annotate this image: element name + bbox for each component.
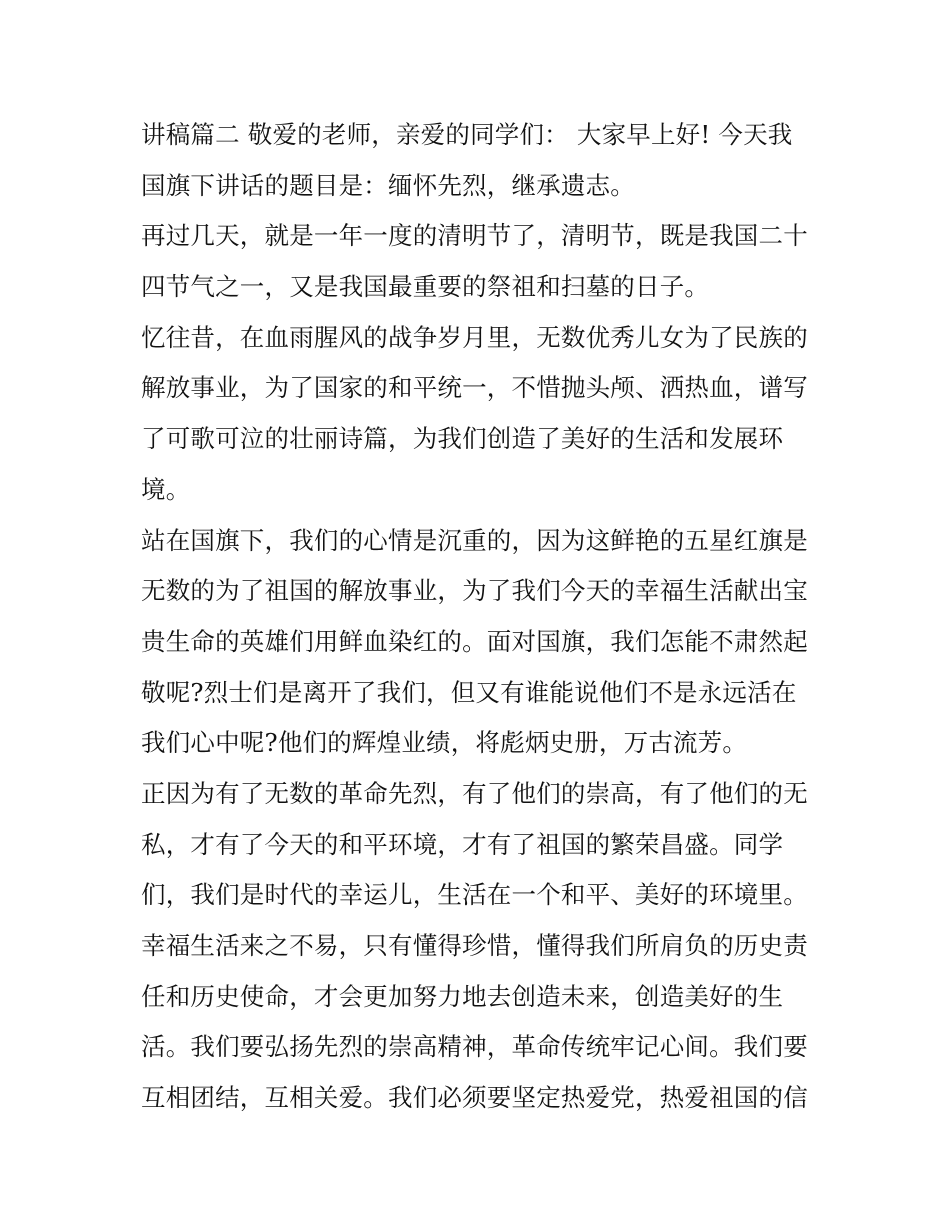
text-line: 私，才有了今天的和平环境，才有了祖国的繁荣昌盛。同学 bbox=[141, 829, 784, 859]
text-line: 们，我们是时代的幸运儿，生活在一个和平、美好的环境里。 bbox=[141, 880, 808, 910]
text-line: 任和历史使命，才会更加努力地去创造未来，创造美好的生 bbox=[141, 981, 784, 1011]
text-line: 互相团结，互相关爱。我们必须要坚定热爱党，热爱祖国的信 bbox=[141, 1083, 808, 1113]
text-line: 无数的为了祖国的解放事业，为了我们今天的幸福生活献出宝 bbox=[141, 576, 808, 606]
text-line: 我们心中呢?他们的辉煌业绩，将彪炳史册，万古流芳。 bbox=[141, 728, 748, 758]
text-line: 站在国旗下，我们的心情是沉重的，因为这鲜艳的五星红旗是 bbox=[141, 525, 808, 555]
text-line: 活。我们要弘扬先烈的崇高精神，革命传统牢记心间。我们要 bbox=[141, 1032, 808, 1062]
text-line: 四节气之一，又是我国最重要的祭祖和扫墓的日子。 bbox=[141, 272, 710, 302]
text-line: 国旗下讲话的题目是：缅怀先烈，继承遗志。 bbox=[141, 170, 635, 200]
text-line: 讲稿篇二 敬爱的老师，亲爱的同学们： 大家早上好! 今天我 bbox=[141, 120, 793, 149]
text-line: 正因为有了无数的革命先烈，有了他们的崇高，有了他们的无 bbox=[141, 778, 808, 808]
text-line: 幸福生活来之不易，只有懂得珍惜，懂得我们所肩负的历史责 bbox=[141, 931, 808, 960]
text-line: 贵生命的英雄们用鲜血染红的。面对国旗，我们怎能不肃然起 bbox=[141, 626, 808, 656]
text-line: 境。 bbox=[141, 474, 191, 504]
text-line: 了可歌可泣的壮丽诗篇，为我们创造了美好的生活和发展环 bbox=[141, 424, 784, 454]
text-line: 再过几天，就是一年一度的清明节了，清明节，既是我国二十 bbox=[141, 221, 808, 251]
speech-text-body bbox=[141, 110, 821, 1124]
text-line: 敬呢?烈士们是离开了我们，但又有谁能说他们不是永远活在 bbox=[141, 677, 797, 707]
text-line: 解放事业，为了国家的和平统一，不惜抛头颅、洒热血，谱写 bbox=[141, 373, 808, 403]
text-line: 忆往昔，在血雨腥风的战争岁月里，无数优秀儿女为了民族的 bbox=[141, 322, 808, 352]
